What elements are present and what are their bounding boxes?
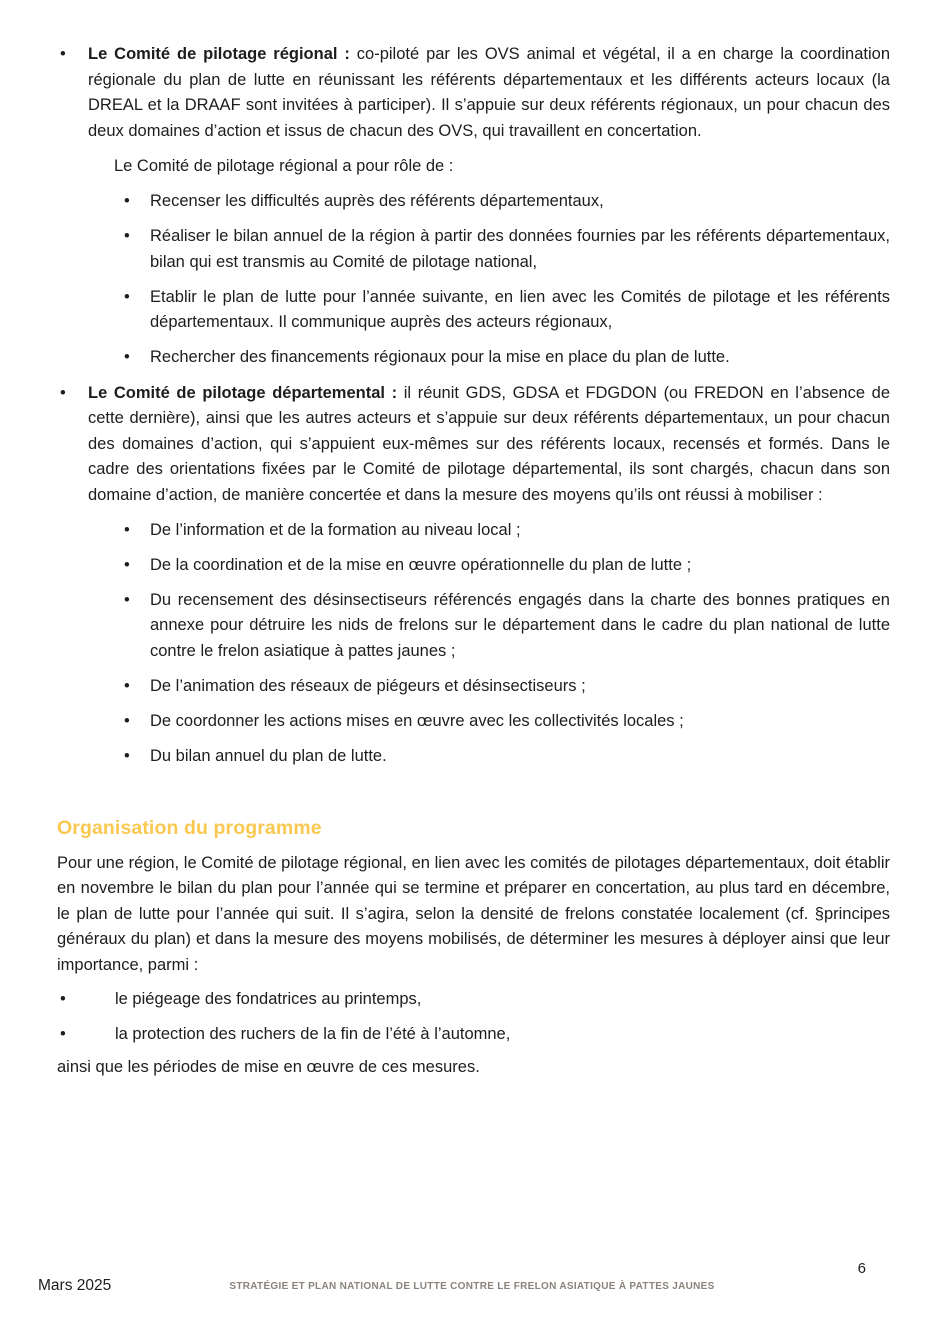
copil-regional-intro: Le Comité de pilotage régional a pour rôle de : bbox=[114, 157, 454, 175]
bullet-icon: • bbox=[124, 555, 130, 574]
bullet-icon: • bbox=[60, 45, 66, 63]
copil-departemental-lead: Le Comité de pilotage départemental : bbox=[88, 383, 398, 402]
copil-regional-text: co-piloté par les OVS animal et végétal, il a en charge la coordination régionale du plan de lutte en réunissant les référents départementaux et les différents acteurs locaux (la DREAL et la DRAAF sont invitées à participer). Il s’appuie sur deux référents régionaux, un pour chacun des deux domaines d’action et issus de chacun des OVS, qui travaillent en concertation. bbox=[88, 45, 890, 140]
organisation-measure: le piégeage des fondatrices au printemps, bbox=[115, 990, 422, 1008]
list-item bbox=[57, 987, 890, 1013]
list-item bbox=[57, 1022, 890, 1048]
copil-regional-lead: Le Comité de pilotage régional : bbox=[88, 45, 350, 63]
list-item bbox=[124, 518, 890, 544]
bullet-icon: • bbox=[124, 192, 130, 210]
page-content bbox=[57, 42, 890, 1081]
section-heading-organisation: Organisation du programme bbox=[57, 817, 322, 839]
list-item bbox=[124, 588, 890, 665]
copil-regional-role: Recenser les difficultés auprès des référents départementaux, bbox=[150, 192, 604, 210]
bullet-icon: • bbox=[124, 227, 130, 245]
copil-departemental-text: il réunit GDS, GDSA et FDGDON (ou FREDON en l’absence de cette dernière), ainsi que les autres acteurs et s’appuie sur deux référents départementaux, un pour chacun des domaines d’action, qui s’appuient eux-mêmes sur des référents locaux, recensés et formés. Dans le cadre des orientations fixées par le Comité de pilotage départemental, ils sont chargés, chacun dans son domaine d’action, de manière concertée et dans la mesure des moyens qu’ils ont réussi à mobiliser : bbox=[88, 383, 891, 504]
organisation-measure: la protection des ruchers de la fin de l’été à l’automne, bbox=[115, 1024, 511, 1043]
copil-departemental-duty: De l’animation des réseaux de piégeurs et désinsectiseurs ; bbox=[150, 676, 586, 695]
list-item bbox=[124, 709, 890, 735]
organisation-paragraph: Pour une région, le Comité de pilotage régional, en lien avec les comités de pilotages départementaux, doit établir en novembre le bilan du plan pour l’année qui se termine et préparer en concertation, au plus tard en décembre, le plan de lutte pour l’année qui suit. Il s’agira, selon la densité de frelons constatée localement (cf. §principes généraux du plan) et dans la mesure des moyens mobilisés, de déterminer les mesures à déployer ainsi que leur importance, parmi : bbox=[57, 853, 890, 974]
list-item bbox=[124, 553, 890, 579]
copil-regional-paragraph bbox=[88, 42, 890, 144]
copil-regional-role: Rechercher des financements régionaux pour la mise en place du plan de lutte. bbox=[150, 348, 730, 366]
section-copil-departemental bbox=[57, 381, 890, 770]
list-item bbox=[124, 744, 890, 770]
copil-departemental-duty: Du bilan annuel du plan de lutte. bbox=[150, 746, 387, 765]
copil-regional-role: Etablir le plan de lutte pour l’année suivante, en lien avec les Comités de pilotage et les référents départementaux. Il communique auprès des acteurs régionaux, bbox=[150, 287, 890, 331]
bullet-icon: • bbox=[124, 287, 130, 306]
bullet-icon: • bbox=[60, 990, 66, 1008]
bullet-icon: • bbox=[60, 1024, 66, 1043]
list-item bbox=[57, 42, 890, 144]
list-item bbox=[124, 345, 890, 371]
copil-departemental-duty: De coordonner les actions mises en œuvre avec les collectivités locales ; bbox=[150, 711, 684, 730]
footer-document-title: STRATÉGIE ET PLAN NATIONAL DE LUTTE CONTRE LE FRELON ASIATIQUE À PATTES JAUNES bbox=[229, 1281, 715, 1292]
section-copil-regional bbox=[57, 42, 890, 371]
bullet-icon: • bbox=[124, 676, 130, 695]
footer-date: Mars 2025 bbox=[38, 1277, 112, 1294]
copil-departemental-duty: De la coordination et de la mise en œuvre opérationnelle du plan de lutte ; bbox=[150, 555, 692, 574]
copil-departemental-paragraph bbox=[88, 381, 890, 509]
bullet-icon: • bbox=[124, 520, 130, 539]
copil-departemental-duty: De l’information et de la formation au niveau local ; bbox=[150, 520, 521, 539]
list-item bbox=[124, 189, 890, 215]
page-number: 6 bbox=[857, 1260, 866, 1277]
organisation-closing: ainsi que les périodes de mise en œuvre de ces mesures. bbox=[57, 1058, 480, 1076]
copil-departemental-duty: Du recensement des désinsectiseurs référencés engagés dans la charte des bonnes pratiques en annexe pour détruire les nids de frelons sur le département dans le cadre du plan national de lutte contre le frelon asiatique à pattes jaunes ; bbox=[150, 590, 890, 660]
list-item bbox=[124, 674, 890, 700]
bullet-icon: • bbox=[124, 711, 130, 730]
bullet-icon: • bbox=[124, 348, 130, 366]
list-item bbox=[124, 224, 890, 275]
list-item bbox=[124, 285, 890, 336]
bullet-icon: • bbox=[60, 383, 66, 402]
bullet-icon: • bbox=[124, 590, 130, 609]
bullet-icon: • bbox=[124, 746, 130, 765]
copil-regional-role: Réaliser le bilan annuel de la région à partir des données fournies par les référents départementaux, bilan qui est transmis au Comité de pilotage national, bbox=[150, 227, 890, 271]
list-item bbox=[57, 381, 890, 509]
